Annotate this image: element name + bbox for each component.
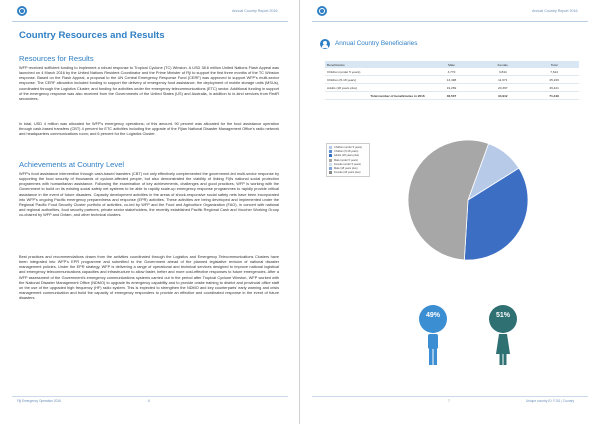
legend-swatch [329,171,332,174]
legend-label: Male (18 years plus) [334,167,358,171]
footer-divider-right [312,396,588,397]
total-all: 71,449 [529,92,579,100]
section-heading-achievements: Achievements at Country Level [19,160,125,169]
footer-divider [12,396,288,397]
table-total-row [325,92,579,100]
footer-left-text: Fiji Emergency Operation 2016 [17,399,61,403]
male-figure-icon [426,327,440,367]
row-male: 13,498 [427,76,477,84]
female-percentage: 51% [495,312,510,319]
col-header-total: Total [529,61,579,68]
legend-swatch [329,154,332,157]
row-female: 11,671 [476,76,529,84]
total-female: 34,912 [476,92,529,100]
right-page [300,0,600,424]
header-report-label-right: Annual Country Report 2016 [532,9,578,13]
header-divider [12,21,288,22]
header-divider-right [312,21,588,22]
legend-swatch [329,150,332,153]
legend-label: Adults (18 years plus) [334,154,360,158]
table-header-row [325,61,579,68]
beneficiaries-title: Annual Country Beneficiaries [335,40,418,47]
male-percentage: 49% [425,312,440,319]
beneficiaries-icon [320,39,330,49]
col-header-female: Female [476,61,529,68]
wfp-logo-icon [17,6,27,16]
achievements-paragraph-1: WFP's food assistance intervention through cash-based transfers (CBT) not only effectively complemented the government-led multi-sector response by supporting the food security of thousands of cyclone-affected people, but also demonstrated the viability of linking Fiji's national social protection programmes with humanitarian assistance. Following the examination of key achievements, challenges and good practices, WFP is working with the Government to build on its existing social safety net systems to be able to rapidly scale-up emergency response programmes to rapidly provide critical assistance in the event of future disasters. Capacity development activities in the areas of shock-responsive social safety nets have been incorporated into WFP's ongoing Pacific emergency preparedness and response (EPR) activities. These activities are being developed and implemented under the Regional Pacific Food Security Cluster portfolio of activities, co-led by WFP and the Food and Agriculture Organization (FAO), in concert with national and regional authorities, food security partners, private sector stakeholders, the recently established Pacific Regional Cash and Voucher Working Group co-chaired by WFP and Oxfam, and other technical clusters. [19,172,279,218]
table-row [325,68,579,76]
row-label: Children (5-18 years) [325,76,427,84]
resources-paragraph-1: WFP received sufficient funding to implement a robust response to Tropical Cyclone (TC) Winston. A USD 38.6 million United Nations Flash Appeal was launched on 4 March 2016 by the United Nations Resident Coordinator and the Prime Minister of Fiji to support the first three months of the TC Winston response. Based on the Flash Appeal, a proposal to the UN Central Emergency Response Fund (CERF) was approved to support WFP's multi-sector response. The CERF allocation included funding to support the delivery of emergency food assistance; the deployment of mobile storage units (MSUs), coordinated through the Logistics Cluster; and funding for activities under the emergency telecommunications (ETC) sector. Additional funding in support of the emergency response was also received from the Governments of the United States (US) and Australia, in addition to in-kind services from RedR secondees. [19,66,279,101]
total-label: Total number of beneficiaries in 2016 [325,92,427,100]
wfp-logo-icon-right [317,6,327,16]
table-row [325,84,579,92]
footer-page-number-right: 7 [448,399,450,403]
col-header-beneficiaries: Beneficiaries [325,61,427,68]
pie-slices [408,140,528,260]
total-male: 36,537 [427,92,477,100]
achievements-paragraph-2: Best practices and recommendations drawn from the activities coordinated through the Logistics and Emergency Telecommunications Clusters have been integrated into WFP's EPR programme and submitted to the Government ahead of the planned legislative revision of national disaster management policies. Under the EPR strategy, WFP is delivering a range of operational and technical services designed to improve national logistical and emergency telecommunications capacities and infrastructure to allow faster, better and more cost-effective responses to future emergencies. After a WFP assessment of the Government's emergency communications systems carried out in the period after Tropical Cyclone Winston, WFP worked with the National Disaster Management Office (NDMO) to upgrade its emergency capability and to provide onsite training to district and provincial office staff on the use of the upgraded high frequency (HF) radio system. This is expected to strengthen the NDMO and key counterparts' early warning and crisis management communication and build the capacity of emergency responders to provide an effective and coordinated response in the event of future disasters. [19,255,279,301]
row-label: Adults (18 years plus) [325,84,427,92]
row-total: 25,169 [529,76,579,84]
legend-label: Female (under 5 years) [334,162,361,166]
page-title: Country Resources and Results [19,30,165,41]
beneficiaries-table [325,61,579,100]
legend-swatch [329,167,332,170]
row-label: Children (under 5 years) [325,68,427,76]
legend-label: Children (5-18 years) [334,150,359,154]
legend-label: Children (under 5 years) [334,146,362,150]
pie-legend [326,143,370,177]
footer-right-text: Unique country ID: FJ01 | Country [526,399,575,403]
female-figure-icon [496,327,510,367]
legend-swatch [329,163,332,166]
legend-item [329,171,367,175]
table-row [325,76,579,84]
section-heading-resources: Resources for Results [19,54,94,63]
row-female: 20,397 [476,84,529,92]
legend-swatch [329,159,332,162]
row-male: 3,770 [427,68,477,76]
legend-swatch [329,146,332,149]
col-header-male: Male [427,61,477,68]
header-report-label: Annual Country Report 2016 [232,9,278,13]
legend-label: Male (under 5 years) [334,158,358,162]
row-female: 3,844 [476,68,529,76]
row-male: 19,269 [427,84,477,92]
resources-paragraph-2: In total, USD 4 million was allocated for WFP's emergency operations; of this amount, 90 percent was allocated for the food assistance operation through cash-based transfers (CBT) 4 percent for ETC activities including the upgrade of the Fijian National Disaster Management Office's radio network and headquarters communications room; and 6 percent for the Logistics Cluster. [19,122,279,137]
row-total: 39,421 [529,84,579,92]
footer-page-number: 6 [148,399,150,403]
legend-label: Female (18 years plus) [334,171,361,175]
row-total: 7,614 [529,68,579,76]
